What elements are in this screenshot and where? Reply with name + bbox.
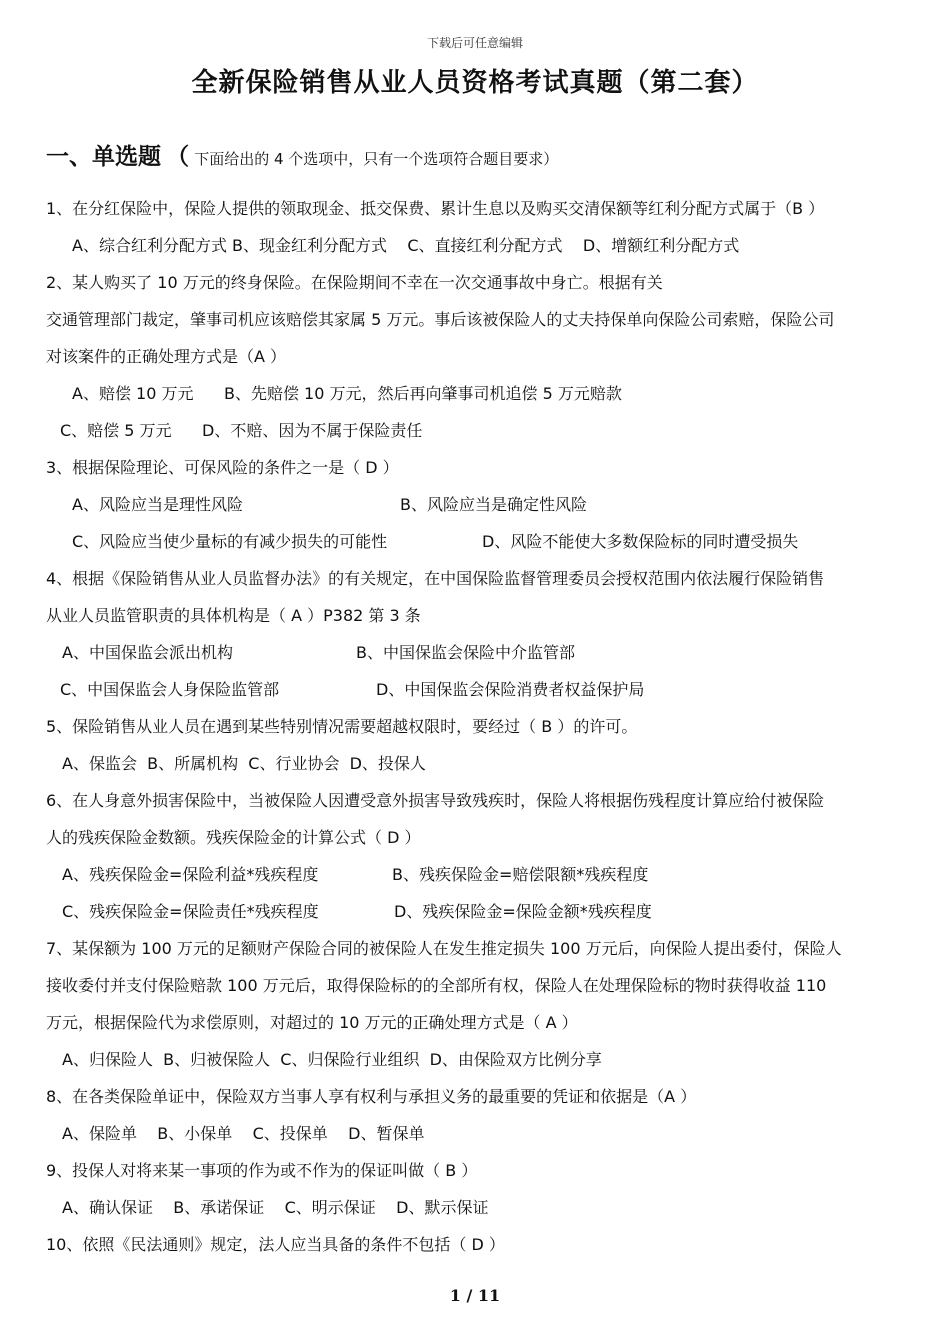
question-line: 接收委付并支付保险赔款 100 万元后，取得保险标的的全部所有权，保险人在处理保险标的物时获得收益 110	[46, 976, 827, 995]
option-text: A、残疾保险金=保险利益*残疾程度	[62, 865, 319, 884]
option-text: A、赔偿 10 万元 B、先赔偿 10 万元，然后再向肇事司机追偿 5 万元赔款	[72, 384, 622, 403]
question-line: 7、某保额为 100 万元的足额财产保险合同的被保险人在发生推定损失 100 万元后，向保险人提出委付，保险人	[46, 939, 842, 958]
option-text: B、风险应当是确定性风险	[400, 495, 587, 514]
option-text: A、综合红利分配方式 B、现金红利分配方式 C、直接红利分配方式 D、增额红利分配方式	[72, 236, 740, 255]
option-text: D、中国保监会保险消费者权益保护局	[376, 680, 645, 699]
option-line	[46, 412, 908, 449]
option-line	[46, 375, 908, 412]
question-line: 交通管理部门裁定，肇事司机应该赔偿其家属 5 万元。事后该被保险人的丈夫持保单向保险公司索赔，保险公司	[46, 310, 835, 329]
section-paren: （	[166, 144, 190, 170]
question-line: 对该案件的正确处理方式是（A ）	[46, 347, 287, 366]
option-text: C、中国保监会人身保险监管部	[60, 680, 280, 699]
option-line	[46, 1041, 908, 1078]
option-text: A、保险单 B、小保单 C、投保单 D、暂保单	[62, 1124, 425, 1143]
option-line	[46, 523, 908, 560]
option-text: C、赔偿 5 万元 D、不赔、因为不属于保险责任	[60, 421, 423, 440]
question-list	[46, 190, 908, 1263]
option-line	[46, 634, 908, 671]
option-line	[46, 1189, 908, 1226]
question-line: 3、根据保险理论、可保风险的条件之一是（ D ）	[46, 458, 399, 477]
question-line: 9、投保人对将来某一事项的作为或不作为的保证叫做（ B ）	[46, 1161, 478, 1180]
option-line	[46, 856, 908, 893]
option-text: B、残疾保险金=赔偿限额*残疾程度	[392, 865, 649, 884]
question-line: 从业人员监管职责的具体机构是（ A ）P382 第 3 条	[46, 606, 421, 625]
document-title: 全新保险销售从业人员资格考试真题（第二套）	[191, 68, 759, 98]
question-line: 1、在分红保险中，保险人提供的领取现金、抵交保费、累计生息以及购买交清保额等红利分配方式属于（B ）	[46, 199, 825, 218]
question-line: 10、依照《民法通则》规定，法人应当具备的条件不包括（ D ）	[46, 1235, 505, 1254]
question-line: 2、某人购买了 10 万元的终身保险。在保险期间不幸在一次交通事故中身亡。根据有关	[46, 273, 663, 292]
option-line	[46, 1115, 908, 1152]
option-text: B、中国保监会保险中介监管部	[356, 643, 575, 662]
section-heading	[46, 138, 926, 171]
option-text: C、风险应当使少量标的有减少损失的可能性	[72, 532, 388, 551]
option-line	[46, 893, 908, 930]
question-line: 5、保险销售从业人员在遇到某些特别情况需要超越权限时，要经过（ B ）的许可。	[46, 717, 638, 736]
option-text: A、保监会 B、所属机构 C、行业协会 D、投保人	[62, 754, 426, 773]
option-line	[46, 227, 908, 264]
question-line: 人的残疾保险金数额。残疾保险金的计算公式（ D ）	[46, 828, 421, 847]
question-line: 4、根据《保险销售从业人员监督办法》的有关规定，在中国保险监督管理委员会授权范围内依法履行保险销售	[46, 569, 825, 588]
option-text: D、风险不能使大多数保险标的同时遭受损失	[482, 532, 799, 551]
option-text: A、确认保证 B、承诺保证 C、明示保证 D、默示保证	[62, 1198, 489, 1217]
option-text: D、残疾保险金=保险金额*残疾程度	[394, 902, 652, 921]
option-line	[46, 671, 908, 708]
option-text: C、残疾保险金=保险责任*残疾程度	[62, 902, 319, 921]
question-line: 6、在人身意外损害保险中，当被保险人因遭受意外损害导致残疾时，保险人将根据伤残程度计算应给付被保险	[46, 791, 825, 810]
question-line: 万元，根据保险代为求偿原则，对超过的 10 万元的正确处理方式是（ A ）	[46, 1013, 578, 1032]
section-title: 一、单选题	[46, 144, 161, 170]
option-line	[46, 745, 908, 782]
option-text: A、风险应当是理性风险	[72, 495, 243, 514]
question-line: 8、在各类保险单证中，保险双方当事人享有权利与承担义务的最重要的凭证和依据是（A ）	[46, 1087, 697, 1106]
page-number: 1 / 11	[449, 1286, 501, 1305]
section-note: 下面给出的 4 个选项中，只有一个选项符合题目要求）	[194, 150, 559, 168]
option-line	[46, 486, 908, 523]
option-text: A、中国保监会派出机构	[62, 643, 233, 662]
option-text: A、归保险人 B、归被保险人 C、归保险行业组织 D、由保险双方比例分享	[62, 1050, 602, 1069]
page-header: 下载后可任意编辑	[426, 36, 523, 50]
